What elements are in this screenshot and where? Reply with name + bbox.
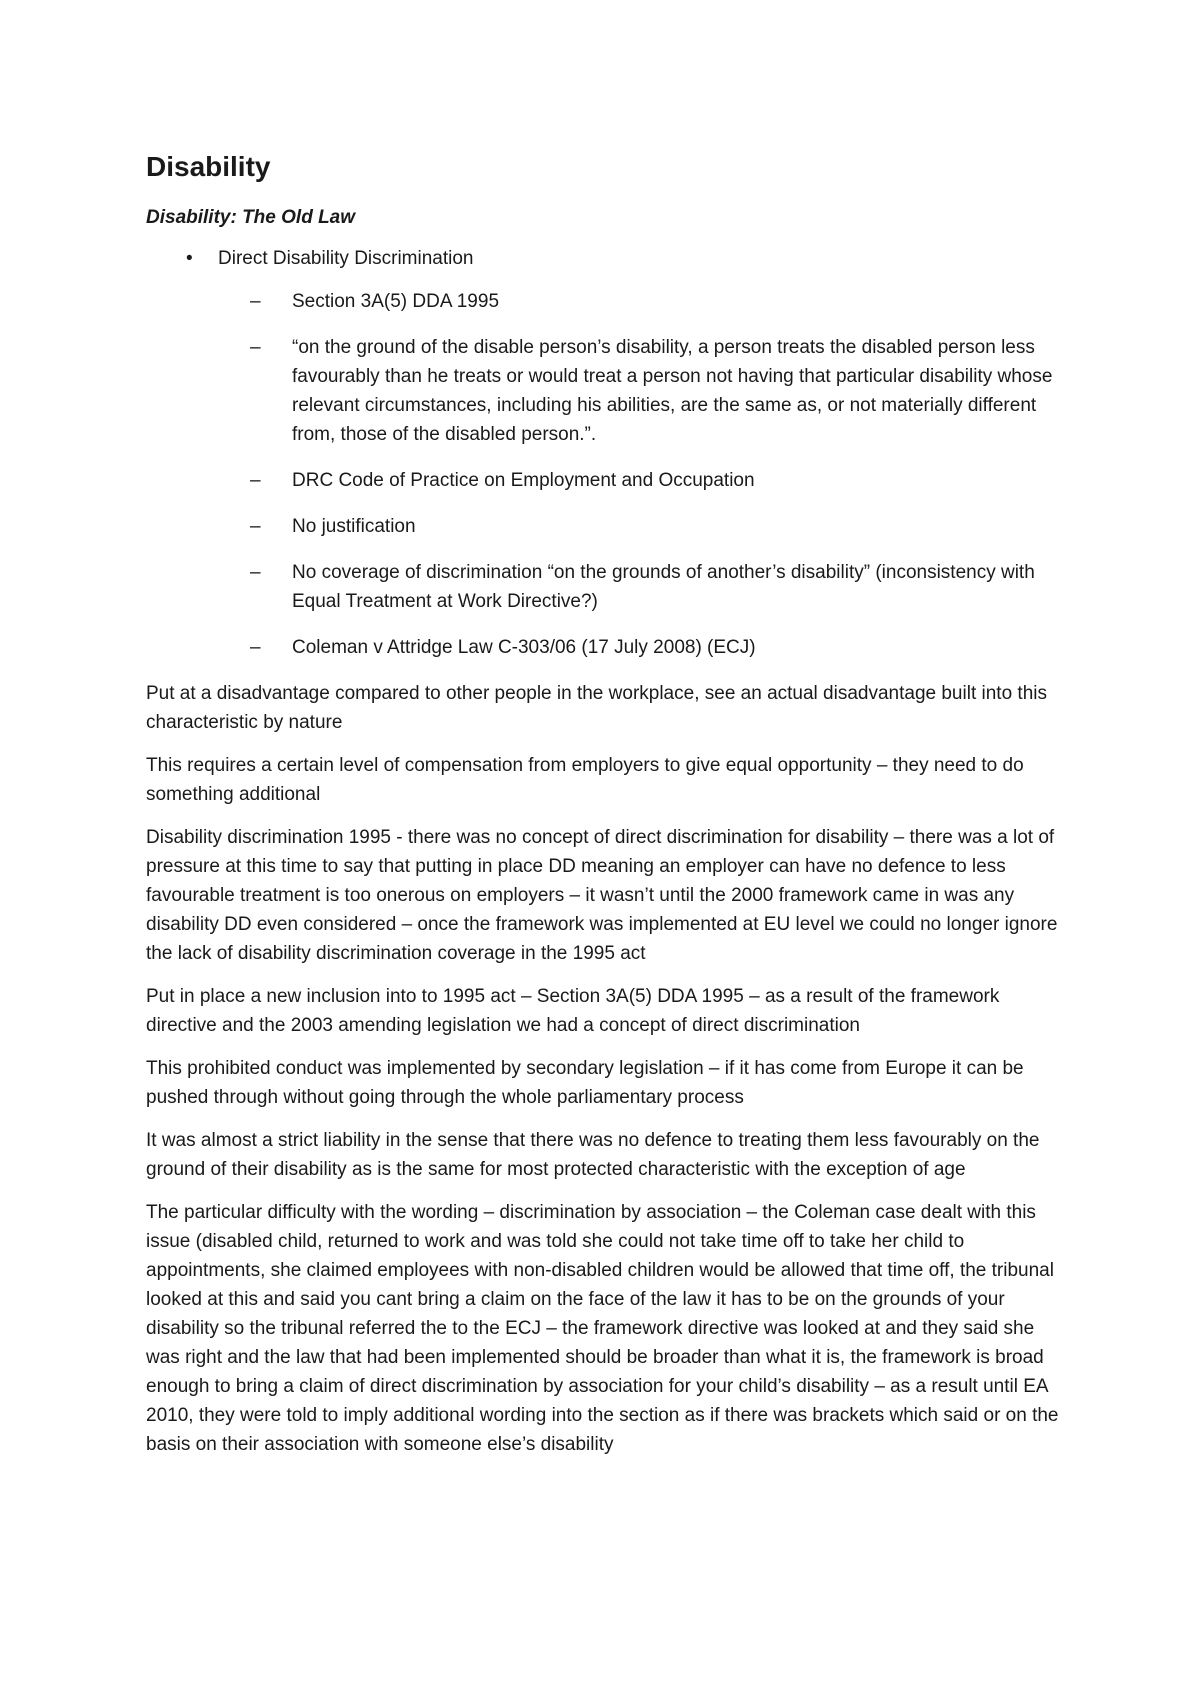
dash-icon: – xyxy=(250,337,261,359)
dash-item-text: No coverage of discrimination “on the grounds of another’s disability” (inconsistency with Equal Treatment at Work Directive?) xyxy=(292,562,1035,613)
bullet-text: Direct Disability Discrimination xyxy=(218,248,474,270)
document-page xyxy=(146,150,1066,1473)
dash-icon: – xyxy=(250,470,261,492)
body-paragraph: This requires a certain level of compensation from employers to give equal opportunity – they need to do something additional xyxy=(146,755,1024,806)
body-paragraph: Disability discrimination 1995 - there was no concept of direct discrimination for disability – there was a lot of pressure at this time to say that putting in place DD meaning an employer can have no defence to less favourable treatment is too onerous on employers – it wasn’t until the 2000 framework came in was any disability DD even considered – once the framework was implemented at EU level we could no longer ignore the lack of disability discrimination coverage in the 1995 act xyxy=(146,827,1058,965)
document-title: Disability xyxy=(146,151,271,182)
dash-list-item xyxy=(146,633,1066,662)
bullet-icon: • xyxy=(186,248,193,270)
dash-list-item xyxy=(146,558,1066,616)
dash-list-item xyxy=(146,333,1066,449)
dash-item-text: DRC Code of Practice on Employment and Occupation xyxy=(292,470,755,492)
dash-list-item xyxy=(146,512,1066,541)
dash-list xyxy=(146,287,1066,662)
body-paragraph: Put at a disadvantage compared to other people in the workplace, see an actual disadvantage built into this characteristic by nature xyxy=(146,683,1047,734)
dash-item-text: Coleman v Attridge Law C-303/06 (17 July 2008) (ECJ) xyxy=(292,637,756,659)
body-paragraph: This prohibited conduct was implemented by secondary legislation – if it has come from Europe it can be pushed through without going through the whole parliamentary process xyxy=(146,1058,1024,1109)
body-paragraph: It was almost a strict liability in the sense that there was no defence to treating them less favourably on the ground of their disability as is the same for most protected characteristic with the exception of age xyxy=(146,1130,1040,1181)
dash-icon: – xyxy=(250,291,261,313)
dash-icon: – xyxy=(250,637,261,659)
dash-list-item xyxy=(146,466,1066,495)
dash-icon: – xyxy=(250,562,261,584)
dash-icon: – xyxy=(250,516,261,538)
dash-item-text: Section 3A(5) DDA 1995 xyxy=(292,291,500,313)
body-paragraph: The particular difficulty with the wording – discrimination by association – the Coleman case dealt with this issue (disabled child, returned to work and was told she could not take time off to take her child to appointments, she claimed employees with non-disabled children would be allowed that time off, the tribunal looked at this and said you cant bring a claim on the face of the law it has to be on the grounds of your disability so the tribunal referred the to the ECJ – the framework directive was looked at and they said she was right and the law that had been implemented should be broader than what it is, the framework is broad enough to bring a claim of direct discrimination by association for your child’s disability – as a result until EA 2010, they were told to imply additional wording into the section as if there was brackets which said or on the basis on their association with someone else’s disability xyxy=(146,1202,1059,1456)
body-paragraph: Put in place a new inclusion into to 1995 act – Section 3A(5) DDA 1995 – as a result of the framework directive and the 2003 amending legislation we had a concept of direct discrimination xyxy=(146,986,1000,1037)
section-heading: Disability: The Old Law xyxy=(146,206,356,228)
bullet-list-item xyxy=(146,244,1066,273)
dash-item-text: “on the ground of the disable person’s disability, a person treats the disabled person less favourably than he treats or would treat a person not having that particular disability whose relevant circumstances, including his abilities, are the same as, or not materially different from, those of the disabled person.”. xyxy=(292,337,1053,446)
dash-item-text: No justification xyxy=(292,516,416,538)
dash-list-item xyxy=(146,287,1066,316)
